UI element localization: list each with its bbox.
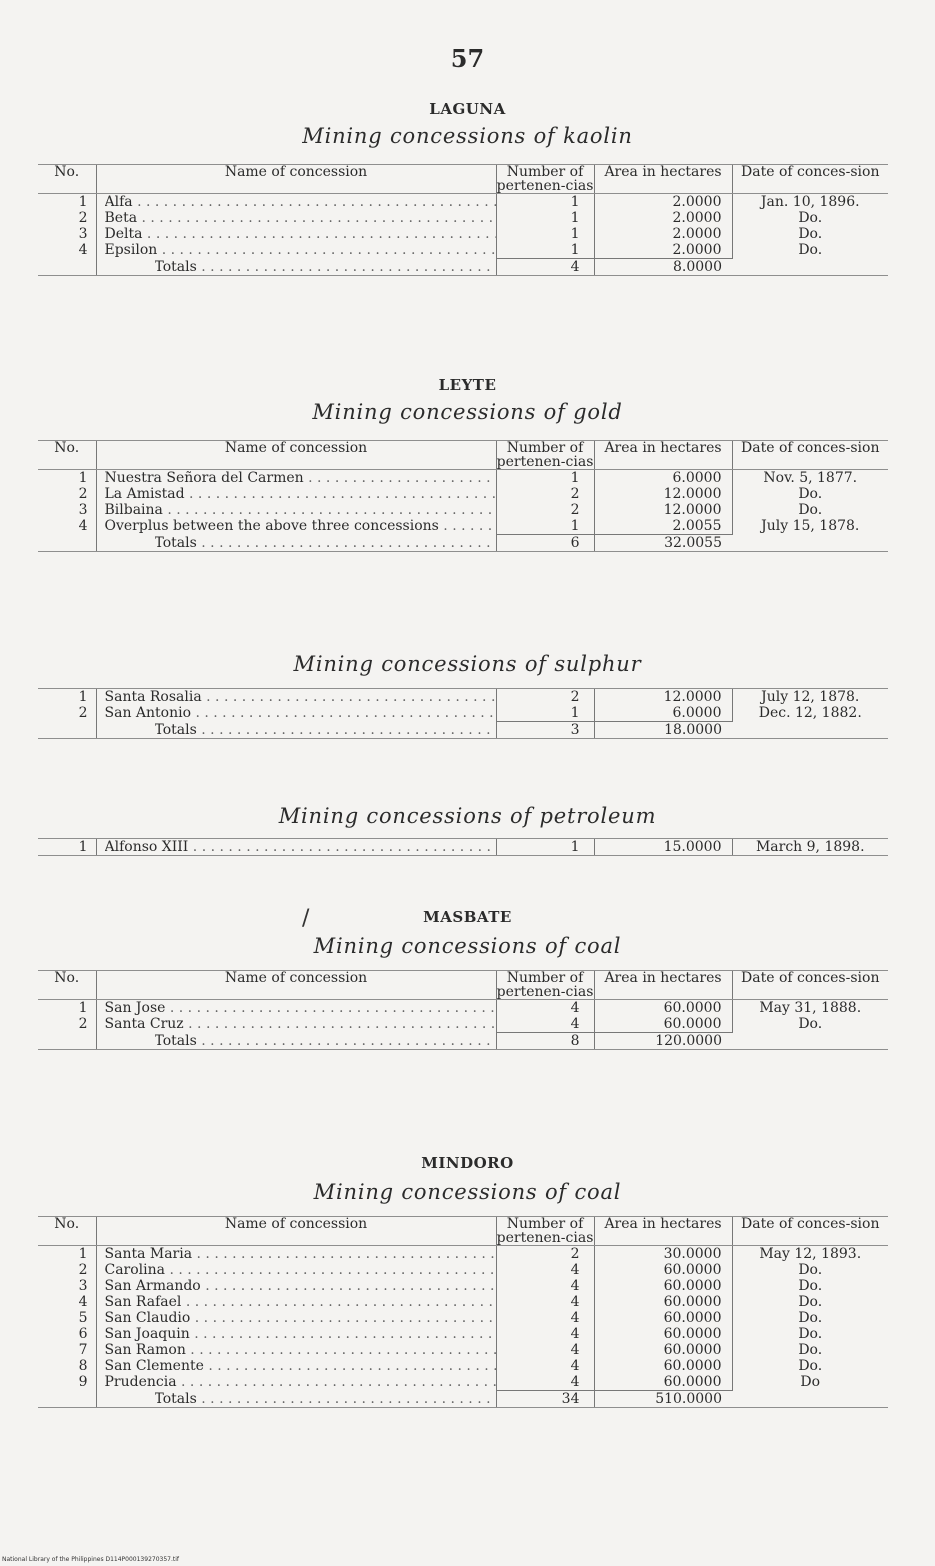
- region-heading-leyte: LEYTE: [438, 376, 497, 394]
- date-column: [732, 839, 888, 856]
- number-column: [38, 689, 96, 722]
- pertenencias-value: 1: [570, 210, 580, 226]
- date-column: [732, 470, 888, 535]
- pertenencias-value: 1: [570, 242, 580, 258]
- area-value: 60.0000: [663, 1310, 722, 1326]
- row-number: 1: [78, 470, 88, 486]
- concession-name: San Rafael . . .: [105, 1294, 496, 1310]
- header-no: No.: [38, 441, 96, 470]
- date-column: [732, 1246, 888, 1391]
- row-number: 1: [78, 839, 88, 855]
- area-column: [594, 194, 732, 259]
- pertenencias-column: [496, 839, 594, 856]
- concession-name: Carolina . . .: [105, 1262, 496, 1278]
- totals-label: Totals . . .: [155, 535, 496, 551]
- header-number: Number of pertenen-cias: [496, 440, 594, 470]
- header-date: Date of conces-sion: [732, 971, 888, 1000]
- concession-name: Bilbaina . . .: [105, 502, 496, 518]
- pertenencias-value: 4: [570, 1326, 580, 1342]
- row-number: 1: [78, 194, 88, 210]
- concession-date: Do.: [798, 210, 823, 226]
- pertenencias-value: 2: [570, 1246, 580, 1262]
- number-column: [38, 194, 96, 259]
- pertenencias-column: [496, 194, 594, 259]
- totals-label: Totals . . .: [155, 259, 496, 275]
- area-column: [594, 689, 732, 722]
- concession-name: Beta . . .: [105, 210, 496, 226]
- caption-mindoro-coal: Mining concessions of coal: [313, 1180, 622, 1204]
- date-column: [732, 689, 888, 722]
- concession-name: San Claudio . . .: [105, 1310, 496, 1326]
- area-value: 60.0000: [663, 1342, 722, 1358]
- concession-date: May 31, 1888.: [759, 1000, 862, 1016]
- totals-label-cell: [96, 259, 496, 276]
- pertenencias-value: 1: [570, 705, 580, 721]
- totals-label-cell: [96, 1033, 496, 1050]
- area-value: 60.0000: [663, 1278, 722, 1294]
- area-column: [594, 470, 732, 535]
- concession-name: La Amistad . . .: [105, 486, 496, 502]
- concession-name: San Armando . . .: [105, 1278, 496, 1294]
- totals-date-blank: [732, 535, 888, 552]
- row-number: 2: [78, 1016, 88, 1032]
- area-value: 2.0000: [672, 226, 722, 242]
- totals-blank: [38, 722, 96, 739]
- totals-label-cell: [96, 535, 496, 552]
- pertenencias-value: 1: [570, 518, 580, 534]
- row-number: 3: [78, 1278, 88, 1294]
- caption-leyte-sulphur: Mining concessions of sulphur: [293, 652, 642, 676]
- table-mindoro-coal: [38, 1216, 888, 1408]
- pertenencias-value: 1: [570, 226, 580, 242]
- totals-row: [38, 1033, 888, 1050]
- table-leyte-petroleum: [38, 838, 888, 856]
- concession-name: Epsilon . . .: [105, 242, 496, 258]
- header-date: Date of conces-sion: [732, 1217, 888, 1246]
- pertenencias-value: 2: [570, 689, 580, 705]
- concession-date: Do.: [798, 1278, 823, 1294]
- pertenencias-value: 4: [570, 1278, 580, 1294]
- concession-name: Alfa . . .: [105, 194, 496, 210]
- name-column: [96, 1246, 496, 1391]
- name-column: [96, 470, 496, 535]
- header-area: Area in hectares: [594, 165, 732, 194]
- pertenencias-value: 4: [570, 1294, 580, 1310]
- totals-area: 510.0000: [594, 1391, 732, 1408]
- concession-date: Do.: [798, 502, 823, 518]
- header-date: Date of conces-sion: [732, 441, 888, 470]
- pencil-mark: /: [302, 906, 310, 931]
- header-no: No.: [38, 1217, 96, 1246]
- pertenencias-value: 4: [570, 1000, 580, 1016]
- totals-date-blank: [732, 722, 888, 739]
- row-number: 2: [78, 486, 88, 502]
- table-header-row: [38, 165, 888, 194]
- totals-row: [38, 259, 888, 276]
- totals-label: Totals . . .: [155, 1391, 496, 1407]
- totals-row: [38, 535, 888, 552]
- concession-date: Dec. 12, 1882.: [758, 705, 862, 721]
- concession-name: Overplus between the above three concessions . . .: [105, 518, 496, 534]
- area-column: [594, 1246, 732, 1391]
- row-number: 7: [78, 1342, 88, 1358]
- name-column: [96, 689, 496, 722]
- area-value: 2.0000: [672, 210, 722, 226]
- concession-name: Nuestra Señora del Carmen . . .: [105, 470, 496, 486]
- area-value: 60.0000: [663, 1016, 722, 1032]
- row-number: 4: [78, 518, 88, 534]
- area-value: 6.0000: [672, 705, 722, 721]
- row-number: 3: [78, 226, 88, 242]
- number-column: [38, 470, 96, 535]
- totals-date-blank: [732, 1033, 888, 1050]
- row-number: 1: [78, 689, 88, 705]
- header-name: Name of concession: [96, 165, 496, 194]
- row-number: 1: [78, 1246, 88, 1262]
- row-number: 4: [78, 1294, 88, 1310]
- concession-date: Do.: [798, 1326, 823, 1342]
- table-header-row: [38, 1217, 888, 1246]
- name-column: [96, 839, 496, 856]
- concession-name: Santa Rosalia . . .: [105, 689, 496, 705]
- pertenencias-value: 1: [570, 470, 580, 486]
- header-name: Name of concession: [96, 1217, 496, 1246]
- pertenencias-value: 1: [570, 194, 580, 210]
- concession-name: San Joaquin . . .: [105, 1326, 496, 1342]
- concession-date: Do.: [798, 486, 823, 502]
- concession-name: San Jose . . .: [105, 1000, 496, 1016]
- region-heading-mindoro: MINDORO: [421, 1154, 514, 1172]
- concession-name: Delta . . .: [105, 226, 496, 242]
- table-header-row: [38, 441, 888, 470]
- page-number: 57: [450, 44, 485, 73]
- table-leyte-sulphur: [38, 688, 888, 739]
- caption-leyte-petroleum: Mining concessions of petroleum: [278, 804, 657, 828]
- header-no: No.: [38, 971, 96, 1000]
- header-area: Area in hectares: [594, 441, 732, 470]
- table-body-row: [38, 1246, 888, 1391]
- area-value: 30.0000: [663, 1246, 722, 1262]
- concession-date: July 15, 1878.: [761, 518, 860, 534]
- concession-date: Do.: [798, 1016, 823, 1032]
- area-value: 60.0000: [663, 1358, 722, 1374]
- date-column: [732, 194, 888, 259]
- concession-name: Santa Maria . . .: [105, 1246, 496, 1262]
- concession-name: Alfonso XIII . . .: [105, 839, 496, 855]
- row-number: 5: [78, 1310, 88, 1326]
- table-leyte-gold: [38, 440, 888, 552]
- totals-area: 8.0000: [594, 259, 732, 276]
- totals-pertenencias: 6: [496, 535, 594, 552]
- number-column: [38, 839, 96, 856]
- area-column: [594, 839, 732, 856]
- header-area: Area in hectares: [594, 1217, 732, 1246]
- concession-date: Do.: [798, 1342, 823, 1358]
- concession-date: Do.: [798, 1358, 823, 1374]
- totals-row: [38, 1391, 888, 1408]
- totals-blank: [38, 259, 96, 276]
- totals-pertenencias: 3: [496, 722, 594, 739]
- row-number: 1: [78, 1000, 88, 1016]
- totals-label-cell: [96, 1391, 496, 1408]
- area-value: 12.0000: [663, 689, 722, 705]
- pertenencias-column: [496, 689, 594, 722]
- caption-leyte-gold: Mining concessions of gold: [312, 400, 623, 424]
- table-body-row: [38, 194, 888, 259]
- concession-date: Do.: [798, 242, 823, 258]
- concession-name: Santa Cruz . . .: [105, 1016, 496, 1032]
- concession-date: Do.: [798, 1262, 823, 1278]
- concession-name: San Ramon . . .: [105, 1342, 496, 1358]
- concession-name: San Antonio . . .: [105, 705, 496, 721]
- header-date: Date of conces-sion: [732, 165, 888, 194]
- footer-credit: National Library of the Philippines D114P000139270357.tif: [2, 1556, 180, 1563]
- totals-area: 18.0000: [594, 722, 732, 739]
- concession-date: Nov. 5, 1877.: [763, 470, 858, 486]
- name-column: [96, 194, 496, 259]
- concession-date: Do.: [798, 1310, 823, 1326]
- totals-row: [38, 722, 888, 739]
- header-number: Number of pertenen-cias: [496, 164, 594, 194]
- pertenencias-value: 4: [570, 1358, 580, 1374]
- area-column: [594, 1000, 732, 1033]
- area-value: 60.0000: [663, 1000, 722, 1016]
- pertenencias-column: [496, 1246, 594, 1391]
- totals-label: Totals . . .: [155, 1033, 496, 1049]
- table-header-row: [38, 971, 888, 1000]
- header-number: Number of pertenen-cias: [496, 970, 594, 1000]
- header-name: Name of concession: [96, 441, 496, 470]
- pertenencias-value: 2: [570, 502, 580, 518]
- concession-date: Do.: [798, 1294, 823, 1310]
- area-value: 2.0055: [672, 518, 722, 534]
- area-value: 2.0000: [672, 194, 722, 210]
- totals-blank: [38, 1391, 96, 1408]
- totals-blank: [38, 535, 96, 552]
- concession-date: Jan. 10, 1896.: [760, 194, 860, 210]
- totals-area: 32.0055: [594, 535, 732, 552]
- row-number: 6: [78, 1326, 88, 1342]
- header-no: No.: [38, 165, 96, 194]
- table-body-row: [38, 470, 888, 535]
- totals-pertenencias: 4: [496, 259, 594, 276]
- pertenencias-value: 4: [570, 1016, 580, 1032]
- concession-date: May 12, 1893.: [759, 1246, 862, 1262]
- row-number: 9: [78, 1374, 88, 1390]
- row-number: 8: [78, 1358, 88, 1374]
- pertenencias-value: 4: [570, 1342, 580, 1358]
- area-value: 60.0000: [663, 1374, 722, 1390]
- header-area: Area in hectares: [594, 971, 732, 1000]
- concession-name: Prudencia . . .: [105, 1374, 496, 1390]
- caption-laguna-kaolin: Mining concessions of kaolin: [302, 124, 633, 148]
- area-value: 2.0000: [672, 242, 722, 258]
- area-value: 12.0000: [663, 486, 722, 502]
- pertenencias-column: [496, 1000, 594, 1033]
- area-value: 12.0000: [663, 502, 722, 518]
- row-number: 4: [78, 242, 88, 258]
- concession-date: July 12, 1878.: [761, 689, 860, 705]
- date-column: [732, 1000, 888, 1033]
- area-value: 6.0000: [672, 470, 722, 486]
- number-column: [38, 1246, 96, 1391]
- name-column: [96, 1000, 496, 1033]
- concession-name: San Clemente . . .: [105, 1358, 496, 1374]
- number-column: [38, 1000, 96, 1033]
- region-heading-laguna: LAGUNA: [429, 100, 506, 118]
- table-masbate-coal: [38, 970, 888, 1050]
- totals-label-cell: [96, 722, 496, 739]
- concession-date: Do: [800, 1374, 821, 1390]
- totals-pertenencias: 34: [496, 1391, 594, 1408]
- row-number: 2: [78, 210, 88, 226]
- region-heading-masbate: MASBATE: [423, 908, 512, 926]
- caption-masbate-coal: Mining concessions of coal: [313, 934, 622, 958]
- pertenencias-column: [496, 470, 594, 535]
- totals-area: 120.0000: [594, 1033, 732, 1050]
- totals-date-blank: [732, 259, 888, 276]
- totals-blank: [38, 1033, 96, 1050]
- row-number: 3: [78, 502, 88, 518]
- area-value: 60.0000: [663, 1262, 722, 1278]
- totals-label: Totals . . .: [155, 722, 496, 738]
- area-value: 15.0000: [663, 839, 722, 855]
- row-number: 2: [78, 705, 88, 721]
- pertenencias-value: 4: [570, 1310, 580, 1326]
- table-laguna-kaolin: [38, 164, 888, 276]
- pertenencias-value: 4: [570, 1262, 580, 1278]
- header-number: Number of pertenen-cias: [496, 1216, 594, 1246]
- totals-pertenencias: 8: [496, 1033, 594, 1050]
- table-body-row: [38, 839, 888, 856]
- totals-date-blank: [732, 1391, 888, 1408]
- header-name: Name of concession: [96, 971, 496, 1000]
- area-value: 60.0000: [663, 1294, 722, 1310]
- pertenencias-value: 4: [570, 1374, 580, 1390]
- concession-date: Do.: [798, 226, 823, 242]
- pertenencias-value: 1: [570, 839, 580, 855]
- table-body-row: [38, 689, 888, 722]
- table-body-row: [38, 1000, 888, 1033]
- concession-date: March 9, 1898.: [755, 839, 865, 855]
- row-number: 2: [78, 1262, 88, 1278]
- pertenencias-value: 2: [570, 486, 580, 502]
- area-value: 60.0000: [663, 1326, 722, 1342]
